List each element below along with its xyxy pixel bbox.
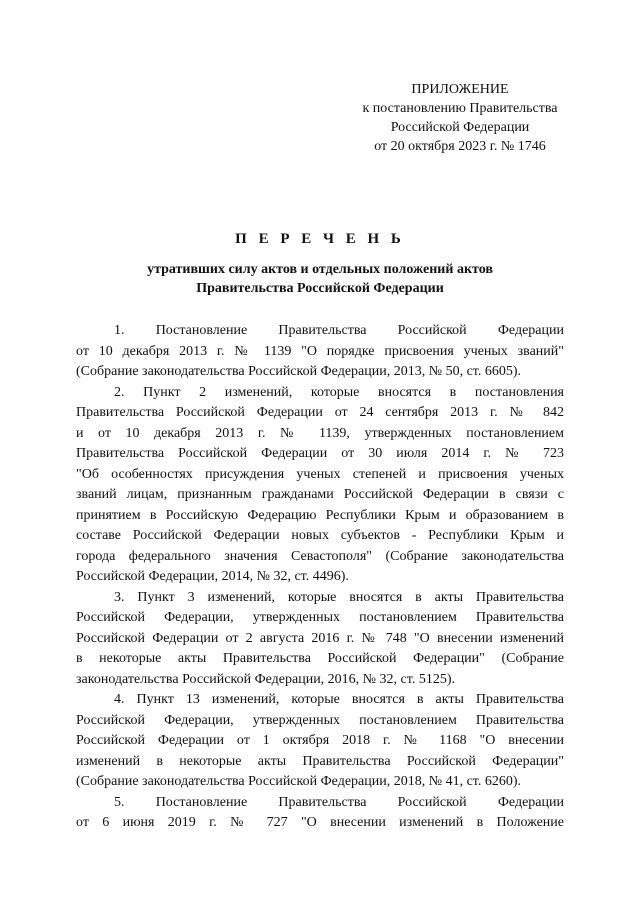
document-heading xyxy=(76,230,564,298)
text-line: и от 10 декабря 2013 г. № 1139, утвержденных постановлением xyxy=(76,425,564,441)
text-line: от 10 декабря 2013 г. № 1139 "О порядке присвоения ученых званий" xyxy=(76,343,564,359)
document-body xyxy=(76,321,564,834)
list-item-1 xyxy=(76,321,564,383)
text-line: города федерального значения Севастополя" (Собрание законодательства xyxy=(76,548,564,564)
appendix-label: ПРИЛОЖЕНИЕ xyxy=(411,82,509,97)
text-line: изменений в некоторые акты Правительства Российской Федерации" xyxy=(76,753,564,769)
text-line: принятием в Российскую Федерацию Республики Крым и образованием в xyxy=(76,507,564,523)
text-line: Российской Федерации от 1 октября 2018 г. № 1168 "О внесении xyxy=(76,733,564,748)
text-line: в некоторые акты Правительства Российской Федерации" (Собрание xyxy=(76,651,564,666)
list-item-5 xyxy=(76,793,564,834)
appendix-date-number: от 20 октября 2023 г. № 1746 xyxy=(374,139,546,154)
document-subtitle: Правительства Российской Федерации xyxy=(196,281,444,296)
text-line: законодательства Российской Федерации, 2016, № 32, ст. 5125). xyxy=(76,671,455,687)
text-line: Российской Федерации от 2 августа 2016 г. № 748 "О внесении изменений xyxy=(76,630,564,646)
appendix-block xyxy=(330,80,590,156)
document-title: П Е Р Е Ч Е Н Ь xyxy=(235,231,405,247)
text-line: 4. Пункт 13 изменений, которые вносятся в акты Правительства xyxy=(114,692,564,707)
text-line: 3. Пункт 3 изменений, которые вносятся в акты Правительства xyxy=(114,589,564,605)
text-line: Российской Федерации, 2014, № 32, ст. 4496). xyxy=(76,569,349,584)
text-line: (Собрание законодательства Российской Федерации, 2013, № 50, ст. 6605). xyxy=(76,364,522,379)
list-item-4 xyxy=(76,690,564,793)
text-line: Российской Федерации, утвержденных постановлением Правительства xyxy=(76,610,564,625)
text-line: "Об особенностях присуждения ученых степеней и присвоения ученых xyxy=(76,466,564,482)
list-item-3 xyxy=(76,588,564,691)
text-line: 1. Постановление Правительства Российской Федерации xyxy=(114,323,564,338)
text-line: 2. Пункт 2 изменений, которые вносятся в постановления xyxy=(114,384,564,400)
text-line: Правительства Российской Федерации от 24 сентября 2013 г. № 842 xyxy=(76,405,564,420)
appendix-line: к постановлению Правительства xyxy=(362,101,558,116)
text-line: Правительства Российской Федерации от 30 июля 2014 г. № 723 xyxy=(76,446,564,461)
list-item-2 xyxy=(76,383,564,588)
text-line: составе Российской Федерации новых субъектов - Республики Крым и xyxy=(76,528,564,543)
text-line: (Собрание законодательства Российской Федерации, 2018, № 41, ст. 6260). xyxy=(76,774,522,789)
appendix-line: Российской Федерации xyxy=(390,120,530,135)
text-line: от 6 июня 2019 г. № 727 "О внесении изменений в Положение xyxy=(76,815,564,830)
text-line: званий лицам, признанным гражданами Российской Федерации в связи с xyxy=(76,487,564,502)
document-subtitle: утративших силу актов и отдельных положений актов xyxy=(147,262,493,277)
text-line: 5. Постановление Правительства Российской Федерации xyxy=(114,794,564,810)
text-line: Российской Федерации, утвержденных постановлением Правительства xyxy=(76,712,564,728)
